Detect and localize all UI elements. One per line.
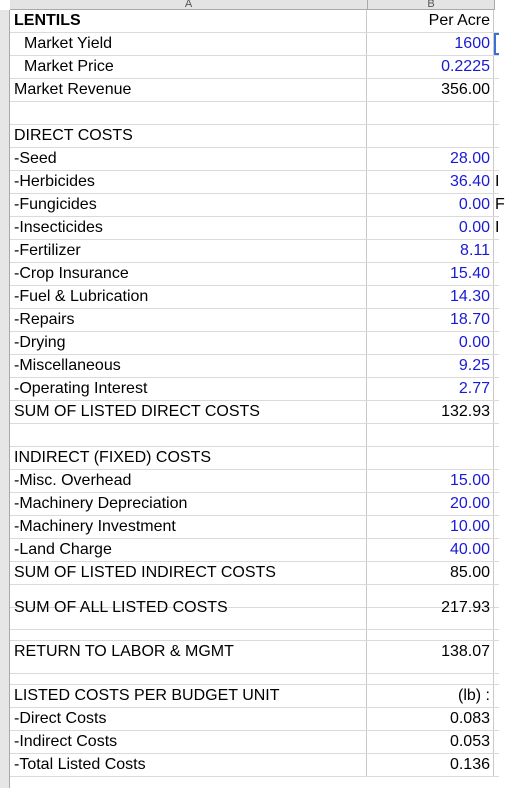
- cell-a[interactable]: [10, 102, 367, 124]
- column-header-a-label: A: [184, 0, 193, 10]
- cell-b[interactable]: 28.00: [368, 148, 494, 170]
- cell-c[interactable]: [495, 685, 499, 707]
- cell-a[interactable]: SUM OF LISTED INDIRECT COSTS: [10, 562, 367, 584]
- row-cost-item[interactable]: [10, 217, 499, 240]
- cell-c[interactable]: I: [495, 173, 500, 190]
- cell-a[interactable]: -Total Listed Costs: [10, 754, 367, 776]
- cell-b[interactable]: 9.25: [368, 355, 494, 377]
- row-cost-item[interactable]: [10, 378, 499, 401]
- row-sum[interactable]: [10, 562, 499, 585]
- column-header-a[interactable]: [10, 0, 368, 10]
- row-market-price[interactable]: [10, 56, 499, 79]
- cell-b[interactable]: 138.07: [368, 641, 494, 673]
- cell-c[interactable]: [495, 597, 499, 619]
- cell-c[interactable]: [495, 10, 499, 32]
- cell-a[interactable]: -Land Charge: [10, 539, 367, 561]
- selected-cell-outline[interactable]: [494, 33, 499, 55]
- cell-b[interactable]: 1600: [368, 33, 494, 55]
- row-cost-item[interactable]: [10, 240, 499, 263]
- row-crop-title[interactable]: [10, 10, 499, 33]
- row-cost-item[interactable]: [10, 286, 499, 309]
- cell-a[interactable]: -Fuel & Lubrication: [10, 286, 367, 308]
- cell-b[interactable]: 85.00: [368, 562, 494, 584]
- cell-c[interactable]: [495, 240, 499, 262]
- cell-c[interactable]: [495, 493, 499, 515]
- cell-b[interactable]: (lb) :: [368, 685, 494, 707]
- row-sum[interactable]: [10, 597, 499, 630]
- cell-b[interactable]: Per Acre: [368, 10, 494, 32]
- cell-a[interactable]: LENTILS: [10, 10, 367, 32]
- cell-a[interactable]: [10, 674, 367, 684]
- cell-b[interactable]: 10.00: [368, 516, 494, 538]
- cell-a[interactable]: -Crop Insurance: [10, 263, 367, 285]
- cell-a[interactable]: -Seed: [10, 148, 367, 170]
- cell-a[interactable]: RETURN TO LABOR & MGMT: [10, 641, 367, 673]
- row-cost-item[interactable]: [10, 194, 505, 217]
- cell-c[interactable]: [495, 79, 499, 101]
- row-blank[interactable]: [10, 674, 499, 685]
- cell-a[interactable]: [10, 424, 367, 446]
- cell-b[interactable]: 0.00: [368, 217, 494, 239]
- row-cost-item[interactable]: [10, 516, 499, 539]
- cell-c[interactable]: [495, 708, 499, 730]
- cell-c[interactable]: [495, 470, 499, 492]
- row-blank[interactable]: [10, 102, 499, 125]
- cell-c[interactable]: [495, 378, 499, 400]
- row-return[interactable]: [10, 641, 499, 674]
- cell-c[interactable]: [495, 562, 499, 584]
- cell-b[interactable]: 36.40: [368, 171, 494, 193]
- row-unit-cost[interactable]: [10, 754, 499, 777]
- row-cost-item[interactable]: [10, 470, 499, 493]
- row-unit-cost[interactable]: [10, 708, 499, 731]
- row-cost-item[interactable]: [10, 309, 499, 332]
- cell-c[interactable]: [495, 355, 499, 377]
- cell-b[interactable]: 217.93: [368, 597, 494, 629]
- cell-c[interactable]: [495, 754, 499, 776]
- row-cost-item[interactable]: [10, 493, 499, 516]
- cell-b[interactable]: 0.00: [368, 194, 494, 216]
- cell-b[interactable]: [368, 630, 494, 640]
- cell-a[interactable]: DIRECT COSTS: [10, 125, 367, 147]
- cell-b[interactable]: 0.136: [368, 754, 494, 776]
- cell-b[interactable]: 18.70: [368, 309, 494, 331]
- row-cost-item[interactable]: [10, 148, 499, 171]
- cell-c[interactable]: [495, 286, 499, 308]
- cell-c[interactable]: [495, 125, 499, 147]
- cell-b[interactable]: 15.00: [368, 470, 494, 492]
- cell-b[interactable]: 0.00: [368, 332, 494, 354]
- cell-a[interactable]: -Repairs: [10, 309, 367, 331]
- row-section-header[interactable]: [10, 685, 499, 708]
- cell-b[interactable]: [368, 447, 494, 469]
- row-sum[interactable]: [10, 401, 499, 424]
- cell-a[interactable]: Market Price: [10, 56, 367, 78]
- row-cost-item[interactable]: [10, 332, 499, 355]
- cell-c[interactable]: I: [495, 219, 500, 236]
- cell-c[interactable]: [495, 424, 499, 446]
- cell-c[interactable]: F: [495, 196, 505, 213]
- cell-b[interactable]: 14.30: [368, 286, 494, 308]
- cell-c[interactable]: [495, 309, 499, 331]
- row-section-header[interactable]: [10, 125, 499, 148]
- cell-a[interactable]: -Fertilizer: [10, 240, 367, 262]
- cell-b[interactable]: 356.00: [368, 79, 494, 101]
- cell-c[interactable]: [495, 401, 499, 423]
- cell-a[interactable]: -Drying: [10, 332, 367, 354]
- cell-c[interactable]: [495, 641, 499, 663]
- cell-c[interactable]: [495, 56, 499, 78]
- cell-b[interactable]: [368, 102, 494, 124]
- row-header-gutter[interactable]: [0, 10, 10, 788]
- cell-a[interactable]: -Misc. Overhead: [10, 470, 367, 492]
- row-blank[interactable]: [10, 630, 499, 641]
- cell-b[interactable]: 0.053: [368, 731, 494, 753]
- column-header-b[interactable]: [368, 0, 495, 10]
- cell-b[interactable]: 0.2225: [368, 56, 494, 78]
- column-header-b-label: B: [427, 0, 435, 10]
- cell-a[interactable]: -Fungicides: [10, 194, 367, 216]
- cell-b[interactable]: 0.083: [368, 708, 494, 730]
- cell-a[interactable]: -Machinery Depreciation: [10, 493, 367, 515]
- cell-c[interactable]: [495, 263, 499, 285]
- cell-c[interactable]: [495, 731, 499, 753]
- cell-a[interactable]: -Machinery Investment: [10, 516, 367, 538]
- row-section-header[interactable]: [10, 447, 499, 470]
- row-cost-item[interactable]: [10, 171, 499, 194]
- cell-b[interactable]: [368, 674, 494, 684]
- cell-c[interactable]: [495, 516, 499, 538]
- cell-a[interactable]: INDIRECT (FIXED) COSTS: [10, 447, 367, 469]
- row-cost-item[interactable]: [10, 539, 499, 562]
- cell-b[interactable]: 40.00: [368, 539, 494, 561]
- cell-a[interactable]: [10, 630, 367, 640]
- cell-a[interactable]: -Herbicides: [10, 171, 367, 193]
- row-cost-item[interactable]: [10, 263, 499, 286]
- cell-c[interactable]: [495, 539, 499, 561]
- row-market-yield[interactable]: [10, 33, 499, 56]
- row-blank[interactable]: [10, 424, 499, 447]
- row-market-revenue[interactable]: [10, 79, 499, 102]
- cell-b[interactable]: 15.40: [368, 263, 494, 285]
- cell-c[interactable]: [495, 332, 499, 354]
- cell-c[interactable]: [495, 148, 499, 170]
- cell-a[interactable]: -Direct Costs: [10, 708, 367, 730]
- cell-a[interactable]: -Miscellaneous: [10, 355, 367, 377]
- cell-b[interactable]: [368, 125, 494, 147]
- cell-a[interactable]: SUM OF LISTED DIRECT COSTS: [10, 401, 367, 423]
- cell-b[interactable]: 2.77: [368, 378, 494, 400]
- cell-b[interactable]: 8.11: [368, 240, 494, 262]
- cell-a[interactable]: SUM OF ALL LISTED COSTS: [10, 597, 367, 629]
- cell-b[interactable]: [368, 424, 494, 446]
- cell-a[interactable]: Market Yield: [10, 33, 367, 55]
- row-unit-cost[interactable]: [10, 731, 499, 754]
- cell-a[interactable]: LISTED COSTS PER BUDGET UNIT: [10, 685, 367, 707]
- cell-b[interactable]: 132.93: [368, 401, 494, 423]
- cell-a[interactable]: -Operating Interest: [10, 378, 367, 400]
- cell-c[interactable]: [495, 102, 499, 124]
- row-cost-item[interactable]: [10, 355, 499, 378]
- cell-a[interactable]: -Insecticides: [10, 217, 367, 239]
- cell-c[interactable]: [495, 447, 499, 469]
- cell-a[interactable]: -Indirect Costs: [10, 731, 367, 753]
- cell-b[interactable]: 20.00: [368, 493, 494, 515]
- cell-a[interactable]: Market Revenue: [10, 79, 367, 101]
